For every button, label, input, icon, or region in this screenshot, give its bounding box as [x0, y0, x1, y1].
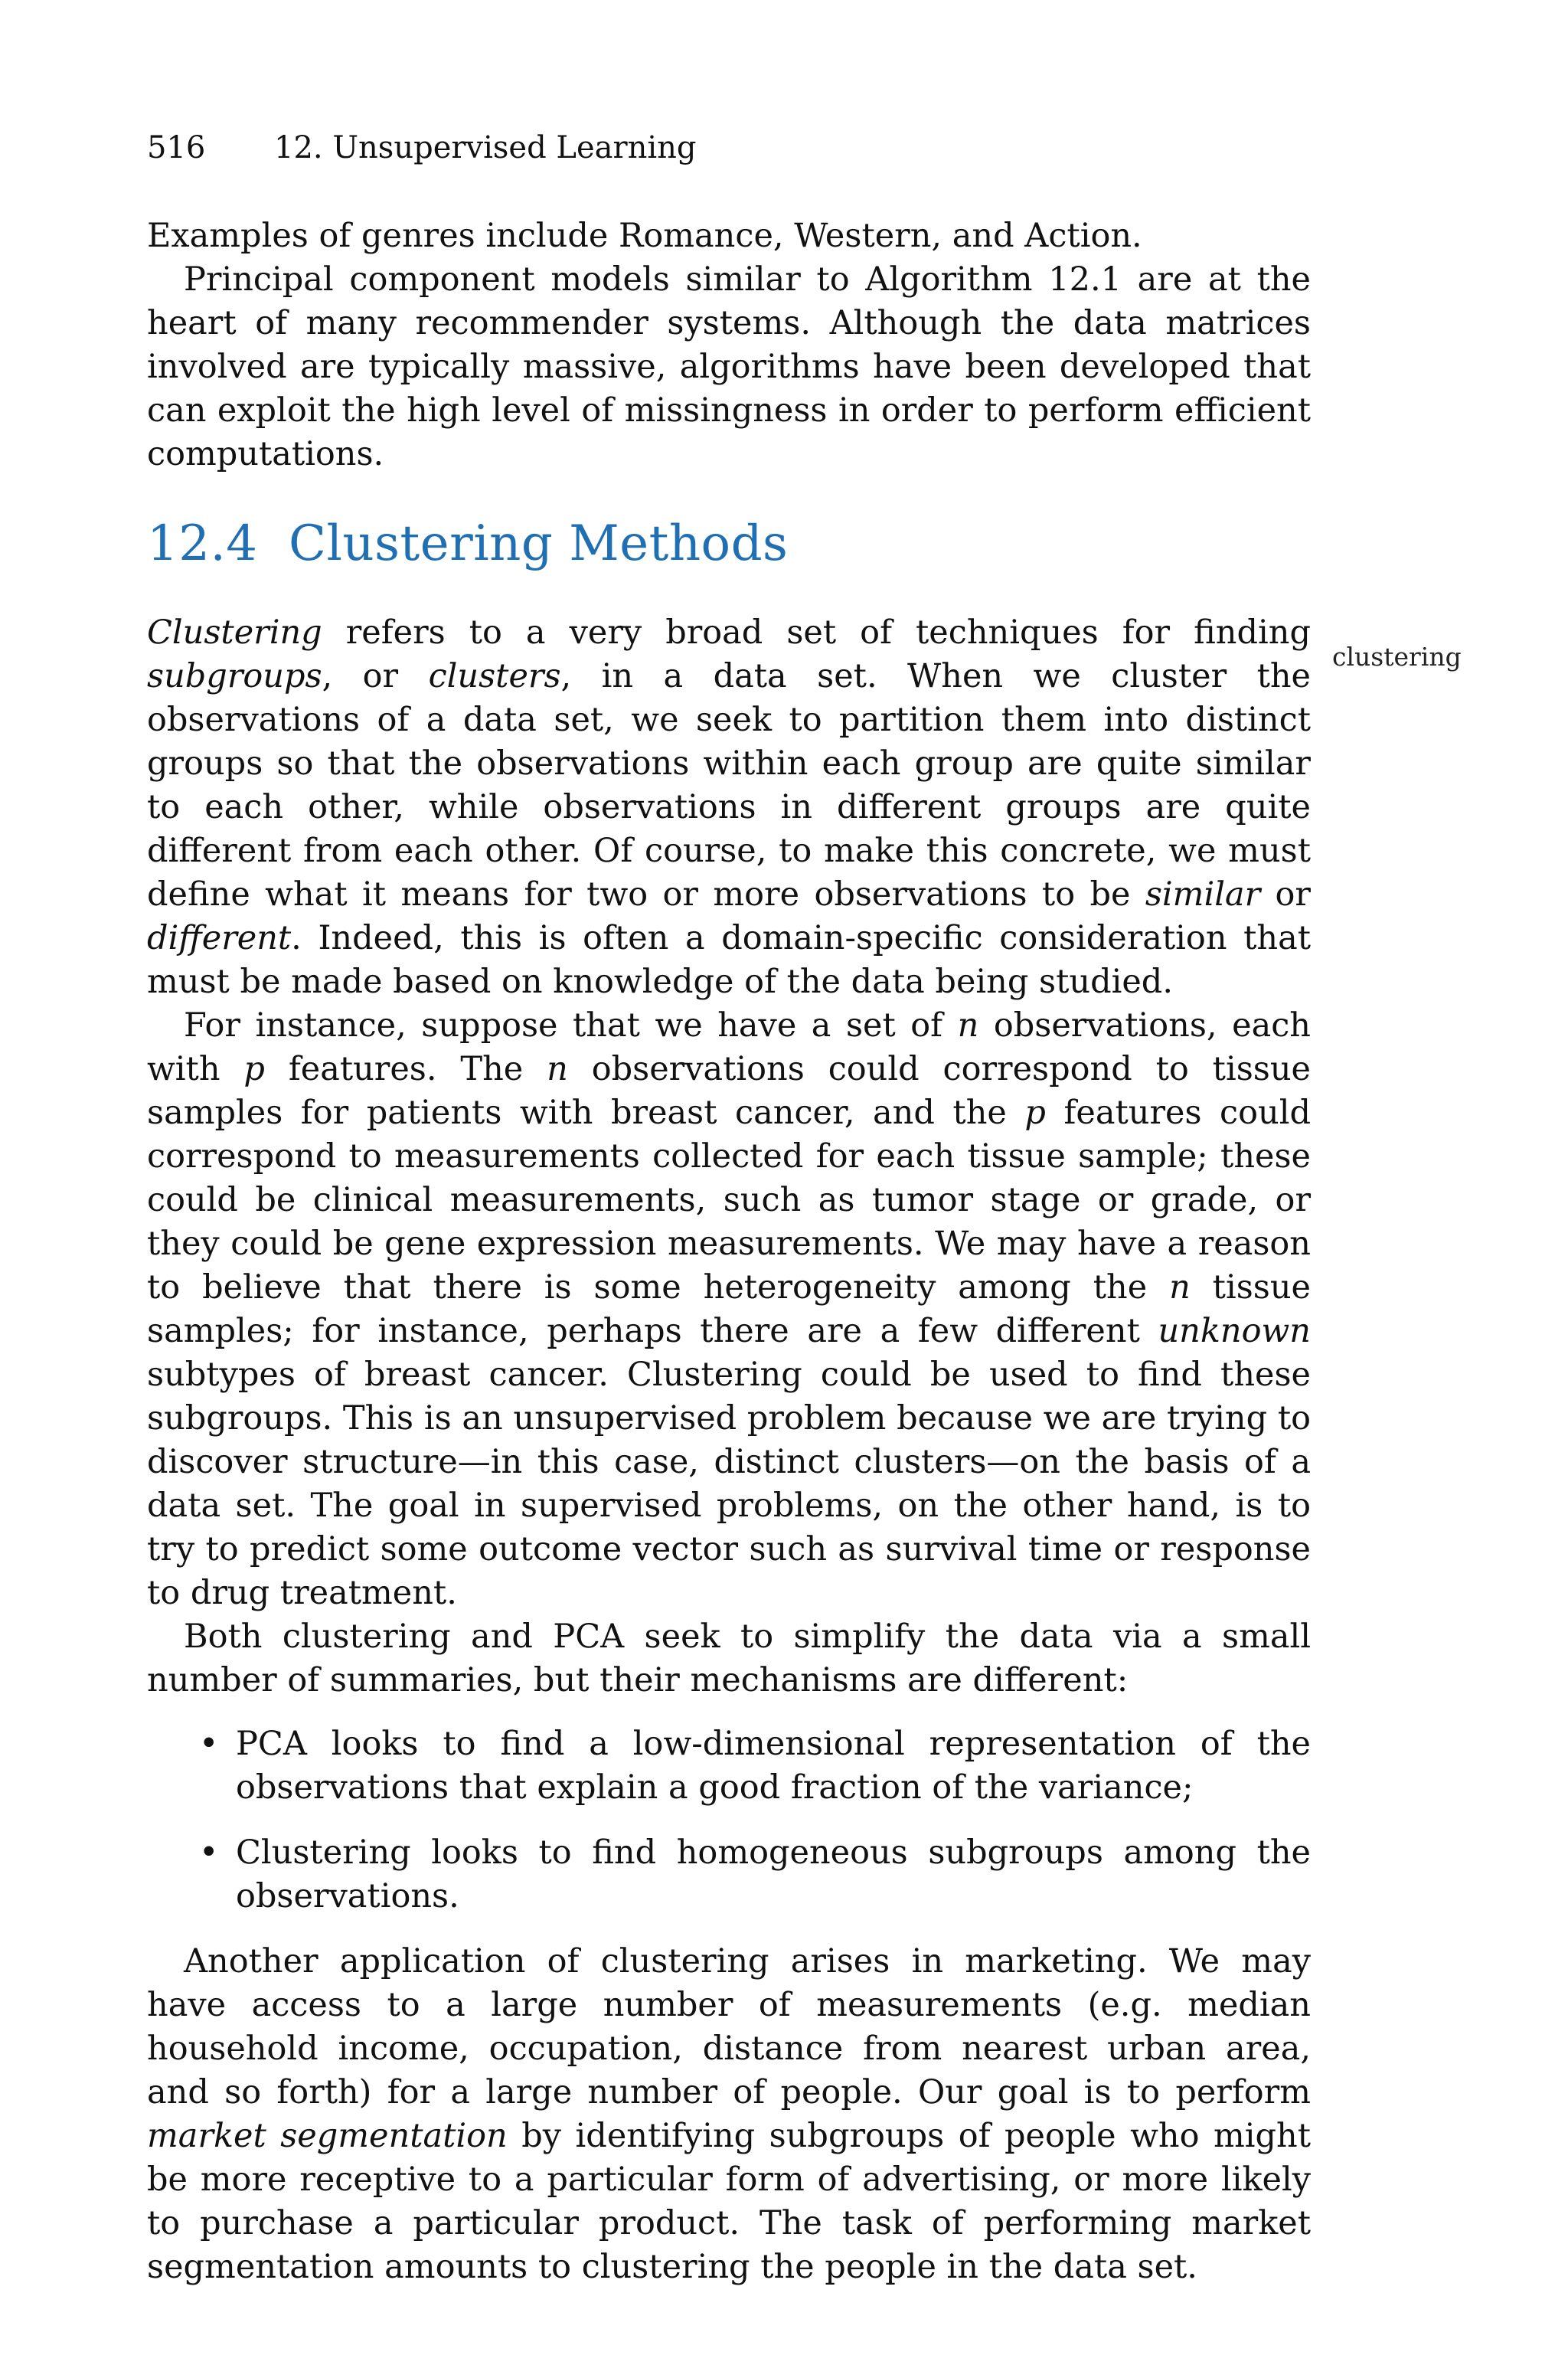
term-different: different — [147, 919, 292, 957]
text-run: . Indeed, this is often a domain-specific consideration that must be made based on knowledge of the data being studied. — [147, 919, 1311, 1001]
text-run: refers to a very broad set of techniques for finding — [322, 613, 1311, 652]
math-n: n — [547, 1050, 568, 1088]
bullet-icon: • — [199, 1725, 219, 1763]
math-p: p — [1024, 1094, 1046, 1132]
list-item — [147, 1722, 1311, 1810]
term-clusters: clusters — [428, 657, 561, 695]
section-number: 12.4 — [147, 515, 258, 572]
margin-note: clustering — [1332, 642, 1462, 672]
text-run: features. The — [264, 1050, 547, 1088]
body-paragraph-1 — [147, 611, 1311, 1004]
bullet-list — [147, 1722, 1311, 1918]
chapter-title: 12. Unsupervised Learning — [274, 130, 697, 165]
term-similar: similar — [1145, 875, 1261, 914]
term-market-segmentation: market segmentation — [147, 2117, 508, 2155]
section-title: Clustering Methods — [289, 515, 789, 572]
text-run: by identifying subgroups of people who might be more receptive to a particular form of advertising, or more likely to purchase a particular product. The task of performing market segmentation amounts to clustering the people in the data set. — [147, 2117, 1311, 2286]
text-run: or — [1260, 875, 1311, 914]
list-item — [147, 1831, 1311, 1918]
intro-paragraph-1: Examples of genres include Romance, Western, and Action. — [147, 217, 1142, 255]
text-run: observations, each with — [147, 1006, 1311, 1088]
body-paragraph-4 — [147, 1940, 1311, 2289]
list-item-text: Clustering looks to find homogeneous subgroups among the observations. — [236, 1833, 1311, 1915]
bullet-icon: • — [199, 1833, 219, 1872]
term-subgroups: subgroups — [147, 657, 322, 695]
text-run: Another application of clustering arises in marketing. We may have access to a large number of measurements (e.g. median household income, occupation, distance from nearest urban area, and so forth) for a large number of people. Our goal is to perform — [147, 1942, 1311, 2111]
math-p: p — [243, 1050, 265, 1088]
running-head — [147, 129, 697, 167]
math-n: n — [957, 1006, 979, 1045]
section-heading — [147, 513, 788, 574]
page-number: 516 — [147, 130, 206, 165]
term-clustering: Clustering — [147, 613, 322, 652]
text-run: features could correspond to measurements collected for each tissue sample; these could be clinical measurements, such as tumor stage or grade, or they could be gene expression measurements. We may have a reason to believe that there is some heterogeneity among the — [147, 1094, 1312, 1307]
body-paragraph-2 — [147, 1004, 1311, 1615]
text-run: subtypes of breast cancer. Clustering could be used to find these subgroups. This is an unsupervised problem because we are trying to discover structure—in this case, distinct clusters—on the basis of a data set. The goal in supervised problems, on the other hand, is to try to predict some outcome vector such as survival time or response to drug treatment. — [147, 1356, 1311, 1612]
term-unknown: unknown — [1158, 1312, 1311, 1350]
intro-paragraph-2: Principal component models similar to Algorithm 12.1 are at the heart of many recommender systems. Although the data matrices involved are typically massive, algorithms have been developed that can exploit the high level of missingness in order to perform efficient computations. — [147, 260, 1311, 473]
text-run: For instance, suppose that we have a set of — [184, 1006, 958, 1045]
text-run: observations could correspond to tissue samples for patients with breast cancer, and the — [147, 1050, 1311, 1132]
body-paragraph-3: Both clustering and PCA seek to simplify the data via a small number of summaries, but their mechanisms are different: — [147, 1617, 1311, 1699]
section-body — [147, 611, 1311, 2289]
intro-text — [147, 214, 1311, 476]
text-run: , in a data set. When we cluster the observations of a data set, we seek to partition them into distinct groups so that the observations within each group are quite similar to each other, while observations in different groups are quite different from each other. Of course, to make this concrete, we must define what it means for two or more observations to be — [147, 657, 1311, 914]
text-run: , or — [322, 657, 429, 695]
list-item-text: PCA looks to find a low-dimensional representation of the observations that explain a good fraction of the variance; — [236, 1725, 1311, 1807]
math-n: n — [1169, 1268, 1191, 1307]
text-run: tissue samples; for instance, perhaps there are a few different — [147, 1268, 1311, 1350]
